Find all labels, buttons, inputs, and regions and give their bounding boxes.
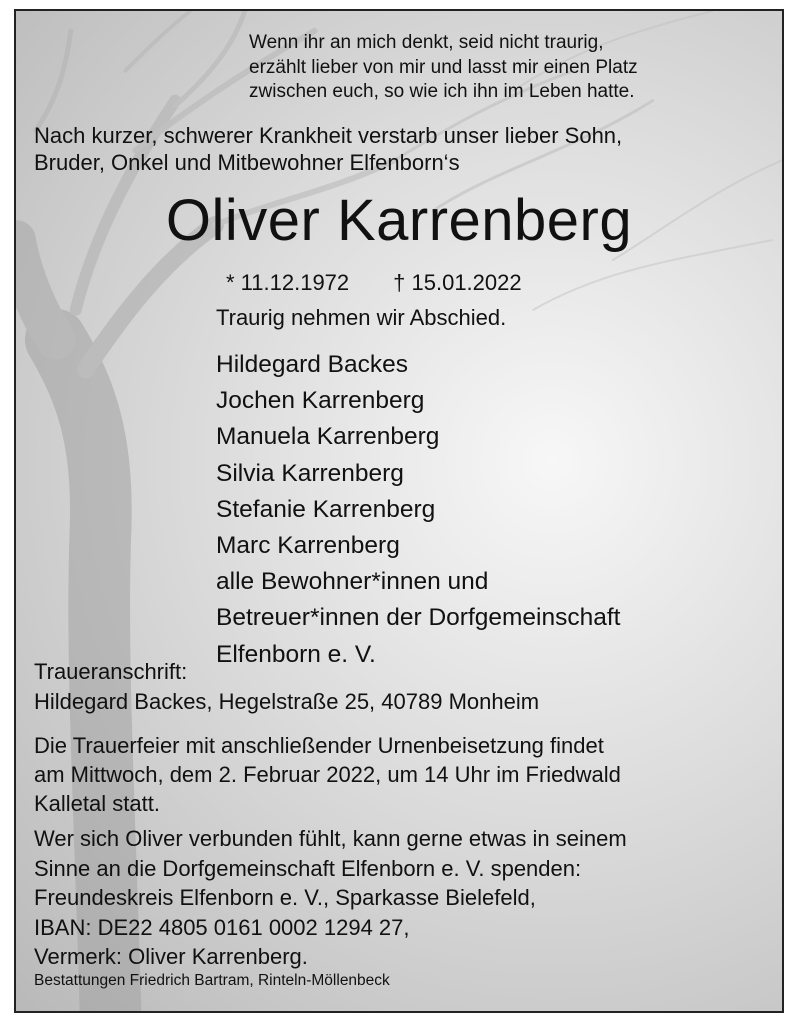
address-label: Traueranschrift: [34,659,188,684]
ceremony-line: am Mittwoch, dem 2. Februar 2022, um 14 Uhr im Friedwald [34,762,621,787]
donation-info [34,824,627,972]
donation-line: Sinne an die Dorfgemeinschaft Elfenborn e. V. spenden: [34,855,582,881]
mourner-name: Manuela Karrenberg [216,423,440,451]
mourner-name: Betreuer*innen der Dorfgemeinschaft [216,604,621,632]
mourning-address [34,657,539,717]
donation-line: Vermerk: Oliver Karrenberg. [34,944,308,969]
intro-line: Nach kurzer, schwerer Krankheit verstarb unser lieber Sohn, [34,123,623,148]
mourner-name: Stefanie Karrenberg [216,495,436,523]
mourners-list [216,347,620,673]
donation-line: Freundeskreis Elfenborn e. V., Sparkasse Bielefeld, [34,885,536,910]
poem-line: zwischen euch, so wie ich ihn im Leben hatte. [249,81,635,102]
intro-text [34,122,622,176]
poem-line: erzählt lieber von mir und lasst mir einen Platz [249,56,638,78]
mourner-name: Silvia Karrenberg [216,459,404,487]
mourner-name: Elfenborn e. V. [216,640,376,668]
mourner-name: Marc Karrenberg [216,532,400,560]
deceased-name: Oliver Karrenberg [165,188,633,253]
poem-block [249,31,638,105]
undertaker-credit: Bestattungen Friedrich Bartram, Rinteln-Möllenbeck [34,972,390,989]
donation-line: IBAN: DE22 4805 0161 0002 1294 27, [34,914,410,940]
mourner-name: Jochen Karrenberg [216,387,425,415]
life-dates [226,269,522,297]
poem-line: Wenn ihr an mich denkt, seid nicht traurig, [249,32,604,53]
ceremony-info [34,731,621,818]
birth-date: * 11.12.1972 [226,270,350,295]
ceremony-line: Die Trauerfeier mit anschließender Urnenbeisetzung findet [34,733,604,758]
mourner-name: Hildegard Backes [216,351,409,378]
mourning-line: Traurig nehmen wir Abschied. [216,305,507,330]
mourner-name: alle Bewohner*innen und [216,568,489,596]
address-value: Hildegard Backes, Hegelstraße 25, 40789 Monheim [34,689,540,714]
intro-line: Bruder, Onkel und Mitbewohner Elfenborn‘s [34,150,460,175]
donation-line: Wer sich Oliver verbunden fühlt, kann gerne etwas in seinem [34,826,627,851]
obituary-notice [14,9,784,1013]
ceremony-line: Kalletal statt. [34,791,160,816]
death-date: † 15.01.2022 [393,270,522,295]
